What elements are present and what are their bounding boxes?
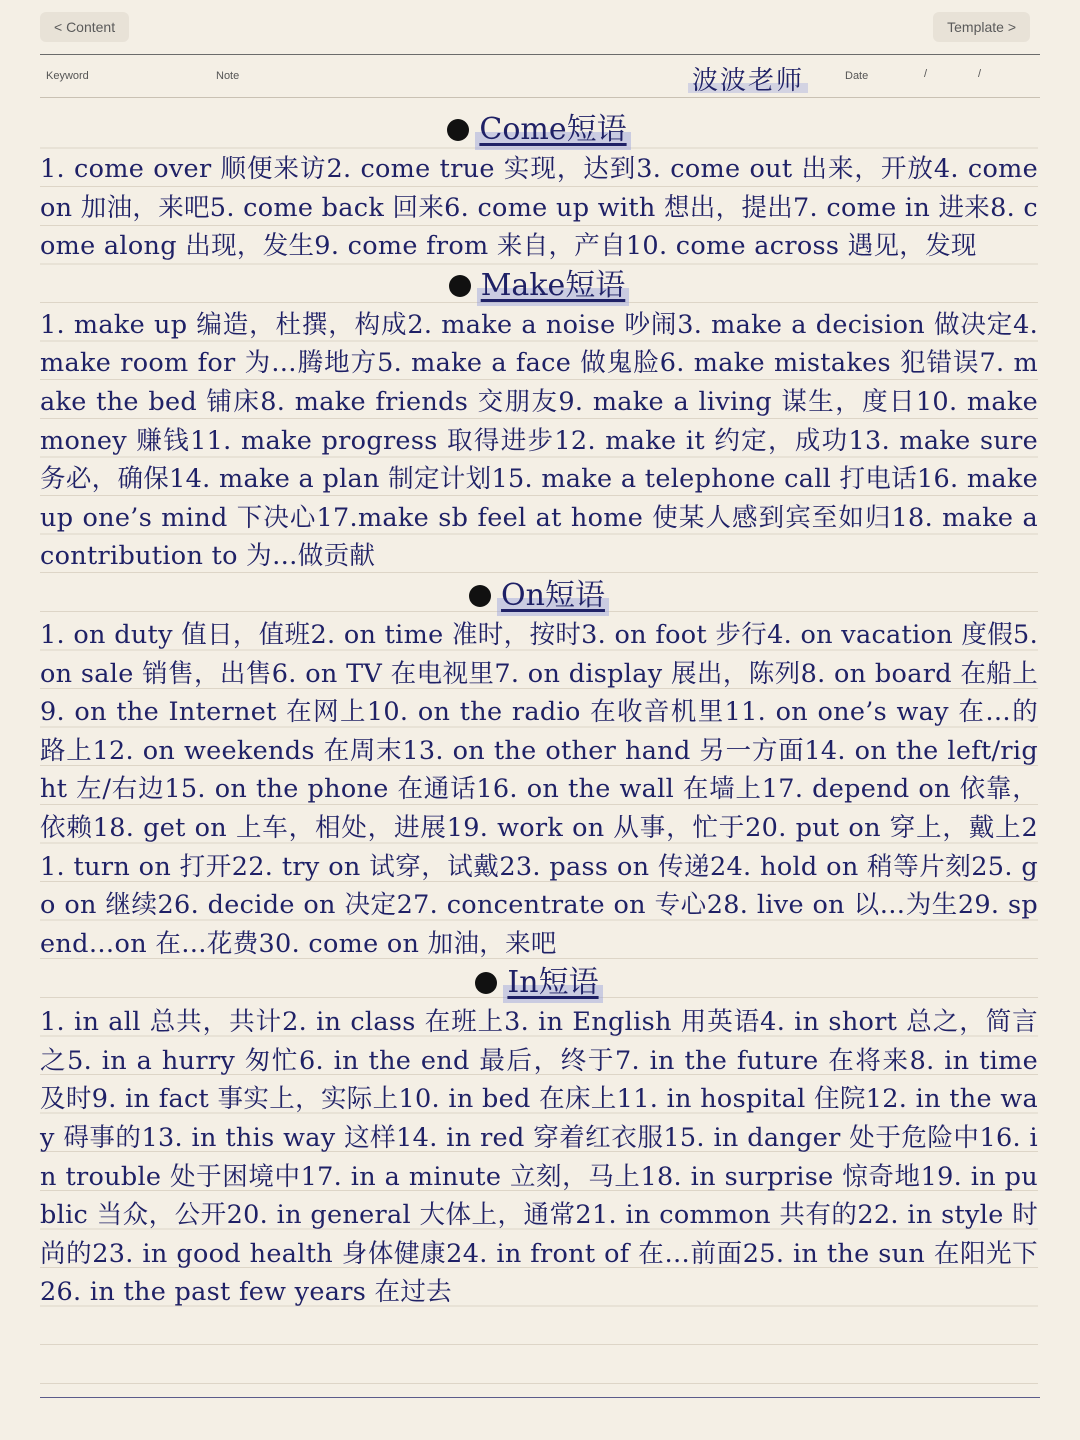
bullet-dot-icon (475, 972, 497, 994)
section-come (40, 110, 1038, 266)
bottom-divider (40, 1397, 1040, 1398)
section-heading (40, 110, 1038, 150)
section-in (40, 963, 1038, 1312)
top-divider (40, 54, 1040, 55)
section-title: Make短语 (477, 266, 630, 306)
section-title: On短语 (497, 576, 609, 616)
date-separator-1: / (924, 68, 928, 80)
bullet-dot-icon (447, 119, 469, 141)
section-heading (40, 266, 1038, 306)
template-button[interactable]: Template > (933, 12, 1030, 42)
header-divider (40, 97, 1040, 98)
date-separator-2: / (978, 68, 982, 80)
section-title: Come短语 (475, 110, 630, 150)
note-header (40, 56, 1040, 96)
bullet-dot-icon (449, 275, 471, 297)
author-name: 波波老师 (692, 60, 804, 97)
section-heading (40, 963, 1038, 1003)
section-make (40, 266, 1038, 576)
date-label: Date (845, 70, 869, 82)
section-body: 1. make up 编造，杜撰，构成2. make a noise 吵闹3. make a decision 做决定4. make room for 为…腾地方5. make a face 做鬼脸6. make mistakes 犯错误7. make the bed 铺床8. make friends 交朋友9. make a living 谋生，度日10. make money 赚钱11. make progress 取得进步12. make it 约定，成功13. make sure 务必，确保14. make a plan 制定计划15. make a telephone call 打电话16. make up one’s mind 下决心17.make sb feel at home 使某人感到宾至如归18. make a contribution to 为…做贡献 (40, 309, 1038, 572)
section-on (40, 576, 1038, 963)
section-title: In短语 (503, 963, 602, 1003)
section-body: 1. in all 总共，共计2. in class 在班上3. in English 用英语4. in short 总之，简言之5. in a hurry 匆忙6. in the end 最后，终于7. in the future 在将来8. in time 及时9. in fact 事实上，实际上10. in bed 在床上11. in hospital 住院12. in the way 碍事的13. in this way 这样14. in red 穿着红衣服15. in danger 处于危险中16. in trouble 处于困境中17. in a minute 立刻，马上18. in surprise 惊奇地19. in public 当众，公开20. in general 大体上，通常21. in common 共有的22. in style 时尚的23. in good health 身体健康24. in front of 在…前面25. in the sun 在阳光下26. in the past few years 在过去 (40, 1007, 1038, 1308)
note-label: Note (216, 70, 240, 82)
section-body: 1. on duty 值日，值班2. on time 准时，按时3. on foot 步行4. on vacation 度假5. on sale 销售，出售6. on TV 在电视里7. on display 展出，陈列8. on board 在船上9. on the Internet 在网上10. on the radio 在收音机里11. on one’s way 在…的路上12. on weekends 在周末13. on the other hand 另一方面14. on the left/right 左/右边15. on the phone 在通话16. on the wall 在墙上17. depend on 依靠，依赖18. get on 上车，相处，进展19. work on 从事，忙于20. put on 穿上，戴上21. turn on 打开22. try on 试穿，试戴23. pass on 传递24. hold on 稍等片刻25. go on 继续26. decide on 决定27. concentrate on 专心28. live on 以…为生29. spend…on 在…花费30. come on 加油，来吧 (40, 619, 1038, 959)
keyword-label: Keyword (46, 70, 89, 82)
bullet-dot-icon (469, 585, 491, 607)
note-content (40, 110, 1038, 1400)
back-to-content-button[interactable]: < Content (40, 12, 129, 42)
top-bar (0, 0, 1080, 54)
section-body: 1. come over 顺便来访2. come true 实现，达到3. come out 出来，开放4. come on 加油，来吧5. come back 回来6. come up with 想出，提出7. come in 进来8. come along 出现，发生9. come from 来自，产自10. come across 遇见，发现 (40, 154, 1038, 262)
section-heading (40, 576, 1038, 616)
